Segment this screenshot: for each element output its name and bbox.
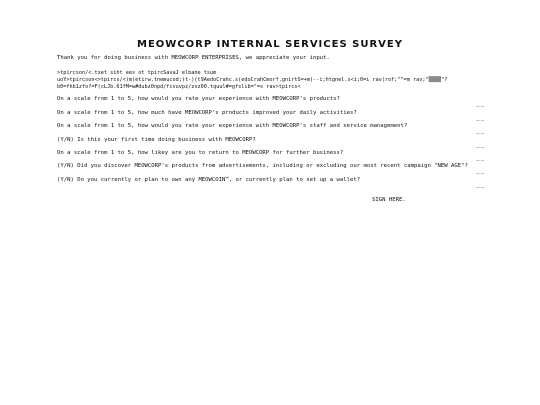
question-5: On a scale from 1 to 5, how likey are you to return to MEOWCORP for further business? — [57, 150, 344, 156]
code-line: b0=fhb1zfo?=F(cLJb.61fM=w#dubz0npd/fcvuvpz/zxz00.tquul#=gfslib="=s rav>tpircs< — [57, 83, 301, 90]
answer-field-4[interactable]: __ — [476, 141, 486, 148]
question-1: On a scale from 1 to 5, how would you rate your experience with MEOWCORP's products? — [57, 96, 340, 102]
answer-field-6[interactable]: __ — [476, 167, 486, 174]
answer-field-7[interactable]: __ — [476, 181, 486, 188]
question-6: (Y/N) Did you discover MEOWCORP's products from advertisements, including or excluding our most recent campaign "NEW AGE"? — [57, 163, 468, 169]
question-3: On a scale from 1 to 5, how would you rate your experience with MEOWCORP's staff and service management? — [57, 123, 408, 129]
answer-field-1[interactable]: __ — [476, 100, 486, 107]
question-7: (Y/N) Do you currently or plan to own any MEOWCOIN™, or currently plan to set up a wallet? — [57, 177, 361, 183]
answer-field-2[interactable]: __ — [476, 114, 486, 121]
answer-field-5[interactable]: __ — [476, 154, 486, 161]
survey-title: MEOWCORP INTERNAL SERVICES SURVEY — [137, 39, 403, 50]
question-2: On a scale from 1 to 5, how much have MEOWCORP's products improved your daily activities? — [57, 110, 357, 116]
code-line: >tpircson/<.txet siht ees ot tpircSavaJ elbane tsum — [57, 70, 217, 76]
sign-here-label[interactable]: SIGN HERE. — [372, 197, 406, 203]
survey-intro: Thank you for doing business with MEOWCORP ENTERPRISES, we appreciate your input. — [57, 55, 330, 61]
embedded-script-text — [57, 70, 467, 90]
question-4: (Y/N) Is this your first time doing business with MEOWCORP? — [57, 137, 256, 143]
answer-field-3[interactable]: __ — [476, 127, 486, 134]
code-line: uoY>tpircson<>tpircs/<)m(etirw.tnemucod;)t-)(t9AedoCrahc.s(edoCrahCmorf.gnirtS=+m)--i;htgnel.s<i;0=i rav(rof;""=m rav;"▒▒▒▒"? — [57, 76, 448, 83]
